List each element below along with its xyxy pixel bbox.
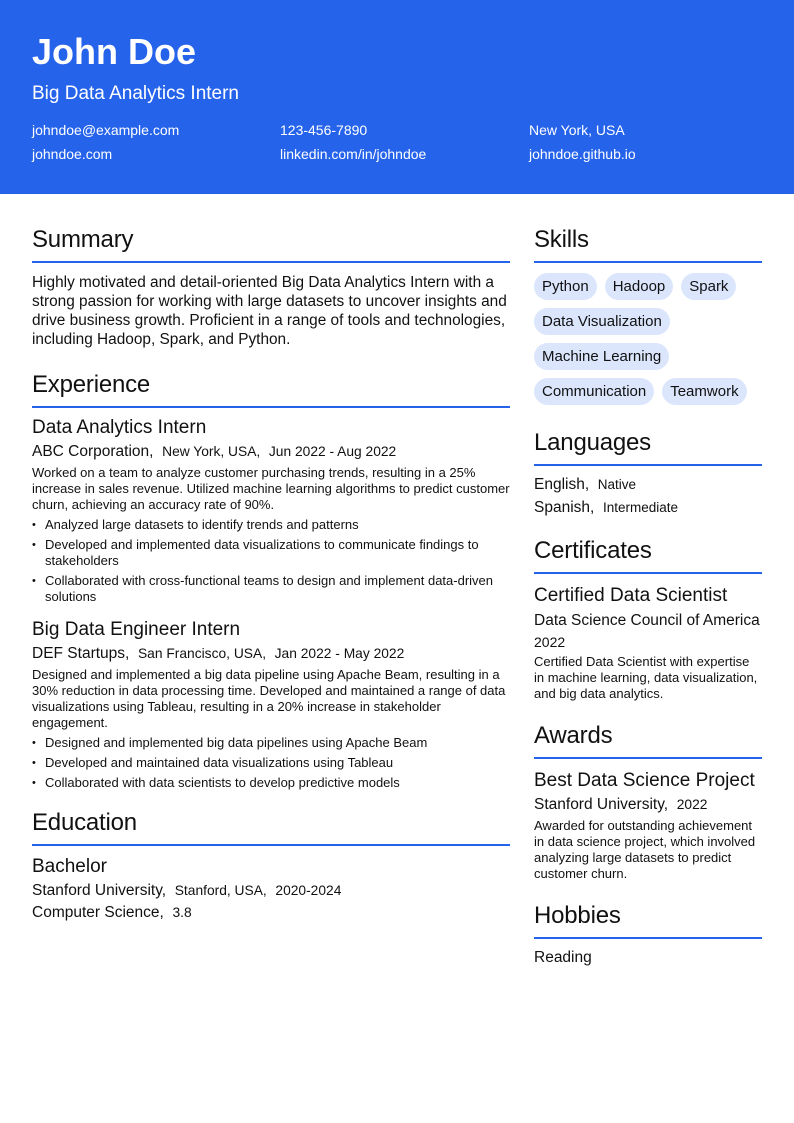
- language-level: Native: [597, 477, 637, 492]
- education-location: Stanford, USA,: [174, 883, 267, 898]
- job-location: New York, USA,: [162, 444, 261, 459]
- award-description: Awarded for outstanding achievement in data science project, which involved analyzing large datasets to predict customer churn.: [534, 818, 756, 881]
- languages-heading: Languages: [534, 429, 762, 466]
- candidate-title: Big Data Analytics Intern: [32, 83, 239, 104]
- experience-heading: Experience: [32, 371, 510, 408]
- location-text: New York, USA: [529, 122, 625, 138]
- job-title: Data Analytics Intern: [32, 417, 207, 438]
- job-company: DEF Startups,: [32, 645, 130, 662]
- skill-chip: Python: [534, 273, 597, 300]
- education-field: Computer Science,: [32, 904, 164, 921]
- education-gpa: 3.8: [172, 905, 192, 920]
- skills-section: [534, 226, 762, 405]
- language-name: English,: [534, 476, 590, 493]
- job-bullets: [32, 735, 510, 791]
- summary-section: [32, 226, 510, 349]
- skill-chip: Machine Learning: [534, 343, 669, 370]
- skill-chip: Hadoop: [605, 273, 674, 300]
- education-degree: Bachelor: [32, 856, 107, 877]
- main-column: [32, 226, 510, 944]
- award-meta: [534, 796, 762, 814]
- job-description: Worked on a team to analyze customer purchasing trends, resulting in a 25% increase in sales revenue. Utilized machine learning algorithms to predict customer churn, achieving an accuracy rate of 90%.: [32, 465, 510, 512]
- education-heading: Education: [32, 809, 510, 846]
- skills-list: [534, 273, 762, 405]
- job-bullet: • Designed and implemented big data pipelines using Apache Beam: [32, 735, 510, 751]
- skill-chip: Communication: [534, 378, 654, 405]
- language-item: [534, 476, 762, 494]
- certificates-heading: Certificates: [534, 537, 762, 574]
- award-title: Best Data Science Project: [534, 770, 755, 791]
- skill-chip: Teamwork: [662, 378, 746, 405]
- award-year: 2022: [676, 797, 708, 812]
- phone-number[interactable]: 123-456-7890: [280, 122, 368, 138]
- hobbies-section: [534, 902, 762, 967]
- job-meta: [32, 443, 510, 461]
- job-bullet: • Developed and maintained data visualizations using Tableau: [32, 755, 510, 771]
- education-school: Stanford University,: [32, 882, 167, 899]
- website-link[interactable]: johndoe.com: [32, 146, 113, 162]
- hobby-item: Reading: [534, 949, 592, 966]
- certificate-title: Certified Data Scientist: [534, 585, 728, 606]
- job-entry: [32, 619, 510, 791]
- language-level: Intermediate: [602, 500, 678, 515]
- summary-heading: Summary: [32, 226, 510, 263]
- education-meta: [32, 882, 510, 900]
- skills-heading: Skills: [534, 226, 762, 263]
- job-location: San Francisco, USA,: [137, 646, 267, 661]
- experience-section: [32, 371, 510, 791]
- side-column: [534, 226, 762, 989]
- language-item: [534, 499, 762, 517]
- job-dates: Jun 2022 - Aug 2022: [268, 444, 397, 459]
- summary-text: Highly motivated and detail-oriented Big Data Analytics Intern with a strong passion for working with large datasets to uncover insights and drive business growth. Proficient in a range of tools and technologies, including Hadoop, Spark, and Python.: [32, 274, 507, 348]
- certificate-description: Certified Data Scientist with expertise in machine learning, data visualization, and big data analytics.: [534, 654, 758, 701]
- candidate-name: John Doe: [32, 31, 197, 72]
- education-section: [32, 809, 510, 922]
- certificate-year: 2022: [534, 634, 566, 650]
- job-bullets: [32, 517, 510, 605]
- job-description: Designed and implemented a big data pipeline using Apache Beam, resulting in a 30% reduction in data processing time. Developed and maintained a range of data visualizations using Tableau, resulting in a 20% increase in stakeholder engagement.: [32, 667, 506, 730]
- job-entry: [32, 417, 510, 605]
- job-bullet: • Developed and implemented data visualizations to communicate findings to stakeholders: [32, 537, 510, 569]
- job-meta: [32, 645, 510, 663]
- resume-header: [0, 0, 794, 194]
- github-link[interactable]: johndoe.github.io: [529, 146, 636, 162]
- email-link[interactable]: johndoe@example.com: [32, 122, 180, 138]
- language-name: Spanish,: [534, 499, 595, 516]
- hobbies-heading: Hobbies: [534, 902, 762, 939]
- certificates-section: [534, 537, 762, 702]
- job-company: ABC Corporation,: [32, 443, 154, 460]
- education-dates: 2020-2024: [275, 883, 342, 898]
- skill-chip: Data Visualization: [534, 308, 670, 335]
- job-bullet: • Analyzed large datasets to identify trends and patterns: [32, 517, 510, 533]
- job-bullet: • Collaborated with cross-functional teams to design and implement data-driven solutions: [32, 573, 510, 605]
- education-field-row: [32, 904, 510, 922]
- languages-section: [534, 429, 762, 517]
- job-bullet: • Collaborated with data scientists to develop predictive models: [32, 775, 510, 791]
- job-title: Big Data Engineer Intern: [32, 619, 241, 640]
- awards-section: [534, 722, 762, 882]
- certificate-org: Data Science Council of America: [534, 612, 760, 629]
- skill-chip: Spark: [681, 273, 736, 300]
- job-dates: Jan 2022 - May 2022: [274, 646, 405, 661]
- award-org: Stanford University,: [534, 796, 669, 813]
- awards-heading: Awards: [534, 722, 762, 759]
- linkedin-link[interactable]: linkedin.com/in/johndoe: [280, 146, 427, 162]
